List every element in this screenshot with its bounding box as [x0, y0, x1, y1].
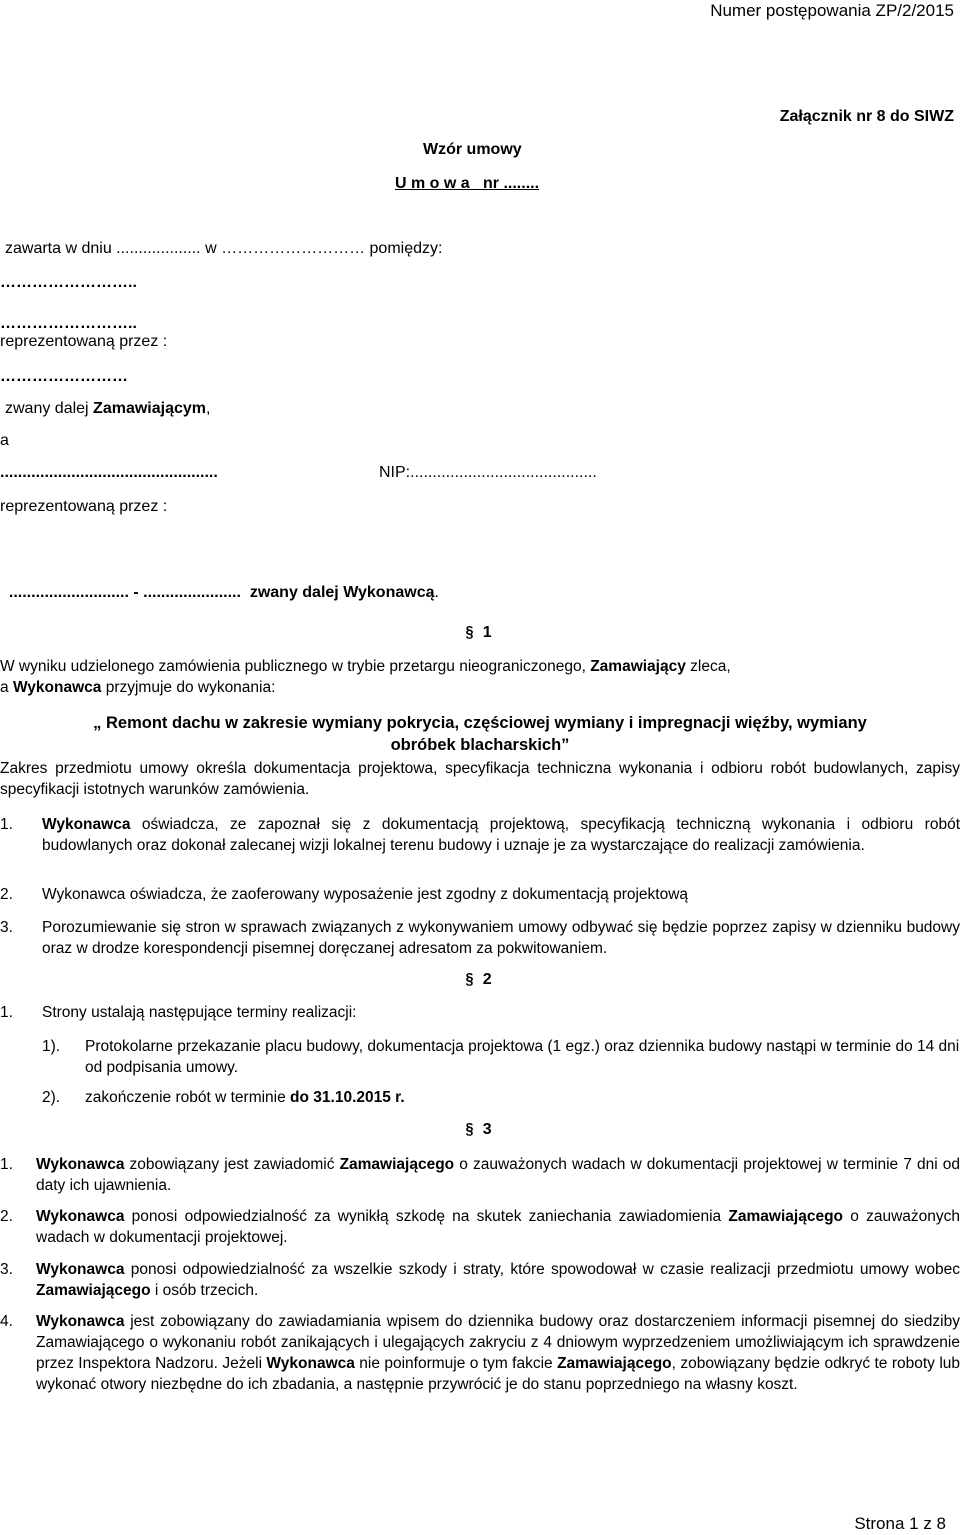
- text-run: jest zobowiązany do zawiadamiania wpisem do dziennika budowy oraz dostarczeniem informacji pisemnej do siedziby Zamawiającego o wykonaniu robót zanikających i ulegających zakryciu z 4 dniowym wyprzedzeniem umożliwiającym ich sprawdzenie przez Inspektora Nadzoru. Jeżeli: [36, 1313, 960, 1372]
- party-blank-3: ……………………: [0, 368, 128, 385]
- lead2-text: przyjmuje do wykonania:: [101, 679, 276, 696]
- lead2-contractor: Wykonawca: [12, 679, 102, 696]
- item-body: oświadcza, ze zapoznał się z dokumentacją projektową, specyfikacją techniczną wykonania i odbioru robót budowlanych oraz dokonał zalecanej wizji lokalnej terenu budowy i uznaje je za wystarczające do realizacji zamówienia.: [42, 816, 960, 854]
- draft-title: Wzór umowy: [423, 141, 522, 158]
- contract-subject-line-2: obróbek blacharskich”: [390, 736, 570, 754]
- emphasis-run: Zamawiającego: [36, 1282, 151, 1299]
- deadline-date: do 31.10.2015 r.: [290, 1089, 405, 1106]
- section-3-heading: [465, 1121, 492, 1139]
- item-number: 2.: [0, 1208, 13, 1225]
- concluded-line: zawarta w dniu ................... w ……………………… pomiędzy:: [5, 240, 443, 257]
- lead2-prefix: a: [0, 679, 13, 696]
- text-run: o zauważonych wadach w dokumentacji projektowej.: [36, 1208, 960, 1246]
- final-suffix: .: [434, 584, 439, 601]
- sub-number: 2).: [42, 1089, 61, 1106]
- nip-field: NIP:..........................................: [379, 464, 597, 481]
- called-contractor: [0, 560, 439, 604]
- final-dots: ........................... - ...................... zwany dalej: [8, 584, 344, 601]
- emphasis-run: Zamawiającego: [339, 1156, 455, 1173]
- represented-by-1: reprezentowaną przez :: [0, 333, 168, 350]
- attachment-label: Załącznik nr 8 do SIWZ: [779, 108, 954, 125]
- section-sign: §: [465, 1121, 474, 1138]
- contract-subject-line-1: „ Remont dachu w zakresie wymiany pokrycia, częściowej wymiany i impregnacji więźby, wymiany: [93, 714, 867, 732]
- section-1-lead: [0, 656, 960, 677]
- emphasis-run: Zamawiającego: [728, 1208, 843, 1225]
- item-number: 2.: [0, 886, 13, 903]
- lead-ordering-party: Zamawiający: [590, 658, 686, 675]
- item-contractor: Wykonawca: [42, 816, 131, 833]
- emphasis-run: Wykonawca: [36, 1261, 125, 1278]
- item-number: 1.: [0, 816, 13, 833]
- item-number: 1.: [0, 1156, 13, 1173]
- section-1-heading: [465, 624, 492, 642]
- sub-text: [85, 1087, 960, 1108]
- item-text: Wykonawca oświadcza, że zaoferowany wyposażenie jest zgodny z dokumentacją projektową: [42, 886, 689, 903]
- text-run: ponosi odpowiedzialność za wynikłą szkodę na skutek zaniechania zawiadomienia: [124, 1208, 729, 1225]
- item-text: [36, 1311, 960, 1395]
- called-suffix: ,: [206, 400, 211, 417]
- case-number: Numer postępowania ZP/2/2015: [710, 1, 954, 20]
- text-run: o zauważonych wadach w dokumentacji projektowej w terminie 7 dni od daty ich ujawnienia.: [36, 1156, 960, 1194]
- item-number: 3.: [0, 919, 13, 936]
- scope-text: Zakres przedmiotu umowy określa dokumentacja projektowa, specyfikacja techniczna wykonania i odbioru robót budowlanych, zapisy specyfikacji istotnych warunków zamówienia.: [0, 760, 960, 798]
- lead-text-end: zleca,: [685, 658, 731, 675]
- item-number: 1.: [0, 1004, 13, 1021]
- sub-text: Protokolarne przekazanie placu budowy, dokumentacja projektowa (1 egz.) oraz dziennika budowy nastąpi w terminie do 14 dni od podpisania umowy.: [85, 1038, 960, 1076]
- section-1-lead-2: [0, 677, 275, 698]
- contractor-blank: .................................................: [0, 464, 218, 481]
- item-number: 4.: [0, 1313, 13, 1330]
- deadline-text: zakończenie robót w terminie: [85, 1089, 291, 1106]
- section-sign: §: [465, 971, 474, 988]
- item-text: Strony ustalają następujące terminy realizacji:: [42, 1004, 357, 1021]
- called-prefix: zwany dalej: [5, 400, 94, 417]
- text-run: zobowiązany jest zawiadomić: [124, 1156, 340, 1173]
- text-run: ponosi odpowiedzialność za wszelkie szkody i straty, które spowodował w czasie realizacji przedmiotu umowy wobec: [124, 1261, 960, 1278]
- item-text: [42, 814, 960, 856]
- section-2-heading: [465, 971, 492, 989]
- section-number: 2: [482, 971, 492, 988]
- text-run: nie poinformuje o tym fakcie: [354, 1355, 558, 1372]
- page-number: Strona 1 z 8: [854, 1514, 946, 1533]
- emphasis-run: Zamawiającego: [557, 1355, 672, 1372]
- item-text: Porozumiewanie się stron w sprawach związanych z wykonywaniem umowy odbywać się będzie poprzez zapisy w dzienniku budowy oraz w drodze korespondencji pisemnej doręczanej adresatom za pokwitowaniem.: [42, 919, 960, 957]
- ordering-party-name: Zamawiającym: [93, 400, 206, 417]
- party-blank-2: ……………………..: [0, 315, 137, 332]
- emphasis-run: Wykonawca: [266, 1355, 355, 1372]
- contractor-name: Wykonawcą: [343, 584, 435, 601]
- represented-by-2: reprezentowaną przez :: [0, 498, 168, 515]
- section-number: 3: [482, 1121, 492, 1138]
- section-sign: §: [465, 624, 474, 641]
- emphasis-run: Wykonawca: [36, 1313, 125, 1330]
- text-run: i osób trzecich.: [150, 1282, 259, 1299]
- item-text: [36, 1259, 960, 1301]
- item-text: [36, 1154, 960, 1196]
- and-label: a: [0, 432, 9, 449]
- party-blank-1: ……………………..: [0, 274, 137, 291]
- sub-number: 1).: [42, 1038, 61, 1055]
- section-number: 1: [482, 624, 492, 641]
- text-run: , zobowiązany będzie odkryć te roboty lub wykonać otwory niezbędne do ich zbadania, a następnie przywrócić je do stanu poprzedniego na własny koszt.: [36, 1355, 960, 1393]
- called-ordering-party: [5, 398, 210, 420]
- lead-text: W wyniku udzielonego zamówienia publicznego w trybie przetargu nieograniczonego,: [0, 658, 591, 675]
- emphasis-run: Wykonawca: [36, 1208, 125, 1225]
- item-text: [36, 1206, 960, 1248]
- emphasis-run: Wykonawca: [36, 1156, 125, 1173]
- contract-title: U m o w a nr ........: [395, 175, 540, 192]
- item-number: 3.: [0, 1261, 13, 1278]
